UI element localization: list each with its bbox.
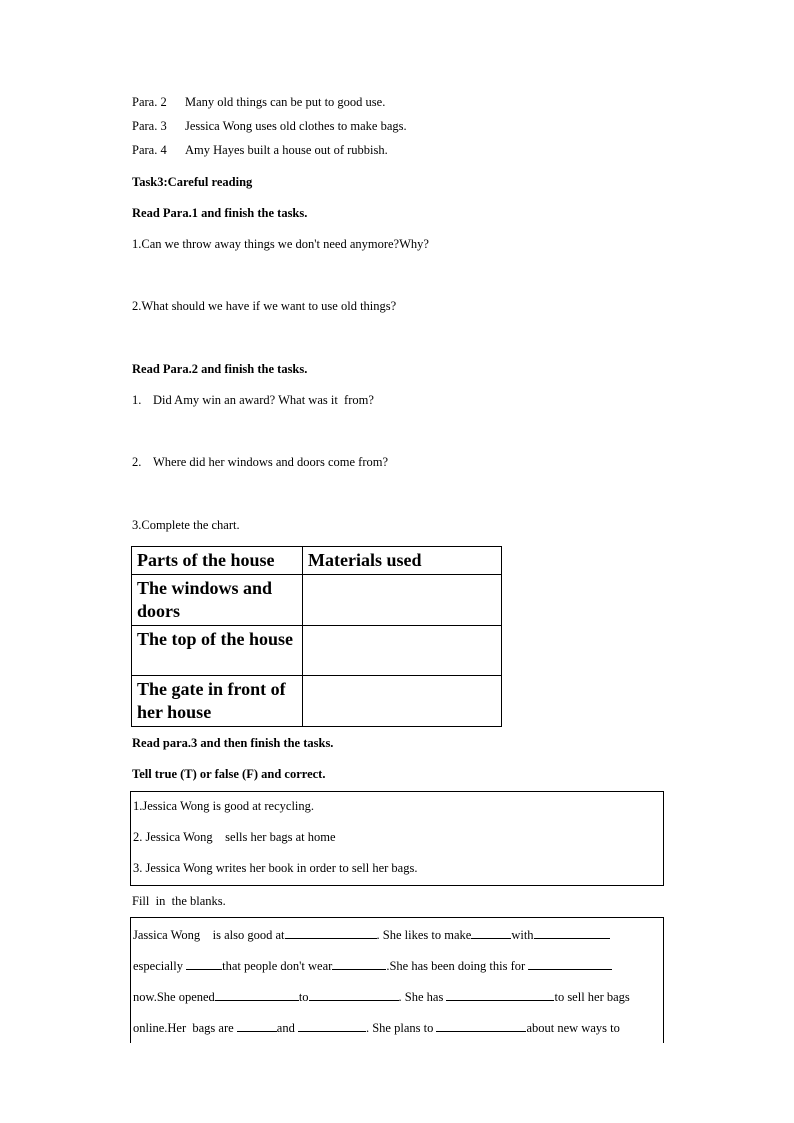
question-number: 1. [132,393,142,407]
para2-question-2 [132,455,388,470]
blank[interactable] [436,1019,526,1032]
blank[interactable] [446,988,554,1001]
fill-text: . She has [398,990,447,1004]
fill-heading: Fill in the blanks. [132,894,226,908]
fill-text: .She has been doing this for [386,959,529,973]
chart-material-cell[interactable] [303,626,502,676]
para2-heading: Read Para.2 and finish the tasks. [132,362,308,376]
chart-material-cell[interactable] [303,676,502,727]
chart-part-cell: The gate in front of her house [132,676,303,727]
fill-line [133,988,630,1005]
tf-item: 1.Jessica Wong is good at recycling. [133,799,315,813]
question-text: Did Amy win an award? What was it from? [153,393,374,407]
fill-line [133,957,612,974]
fill-text: especially [133,959,187,973]
true-false-heading: Tell true (T) or false (F) and correct. [132,767,326,781]
chart-row [132,676,502,727]
para1-question-1: 1.Can we throw away things we don't need anymore?Why? [132,237,429,251]
fill-line [133,926,610,943]
true-false-box [130,791,664,886]
fill-text: . She likes to make [376,928,472,942]
blank[interactable] [285,926,377,939]
chart-header-row [132,547,502,575]
tf-item: 3. Jessica Wong writes her book in order to sell her bags. [133,861,418,875]
blank[interactable] [186,957,222,970]
para1-heading: Read Para.1 and finish the tasks. [132,206,308,220]
chart-material-cell[interactable] [303,575,502,626]
materials-chart [131,546,502,727]
fill-line [133,1019,620,1036]
blank[interactable] [528,957,612,970]
fill-text: with [511,928,534,942]
fill-text: Jassica Wong is also good at [133,928,285,942]
fill-text: and [276,1021,298,1035]
question-text: Where did her windows and doors come from? [153,455,388,469]
fill-blanks-box [130,917,664,1043]
summary-text: Many old things can be put to good use. [185,95,386,109]
summary-line [132,119,407,134]
blank[interactable] [215,988,299,1001]
para1-question-2: 2.What should we have if we want to use old things? [132,299,397,313]
chart-part-cell: The windows and doors [132,575,303,626]
para2-question-1 [132,393,374,408]
summary-line [132,143,388,158]
summary-text: Jessica Wong uses old clothes to make bags. [185,119,407,133]
chart-header-cell: Parts of the house [132,547,303,575]
blank[interactable] [298,1019,366,1032]
fill-text: online.Her bags are [133,1021,237,1035]
para-label: Para. 4 [132,143,167,157]
blank[interactable] [309,988,399,1001]
blank[interactable] [332,957,386,970]
blank[interactable] [471,926,511,939]
chart-row [132,626,502,676]
chart-header-cell: Materials used [303,547,502,575]
para3-heading: Read para.3 and then finish the tasks. [132,736,334,750]
fill-text: to sell her bags [554,990,630,1004]
task3-heading: Task3:Careful reading [132,175,253,189]
fill-text: that people don't wear [222,959,333,973]
tf-item: 2. Jessica Wong sells her bags at home [133,830,336,844]
summary-text: Amy Hayes built a house out of rubbish. [185,143,388,157]
para-label: Para. 2 [132,95,167,109]
question-number: 2. [132,455,142,469]
para-label: Para. 3 [132,119,167,133]
fill-text: . She plans to [365,1021,437,1035]
fill-text: to [298,990,309,1004]
blank[interactable] [534,926,610,939]
fill-text: now.She opened [133,990,215,1004]
chart-row [132,575,502,626]
summary-line [132,95,385,110]
para2-question-3: 3.Complete the chart. [132,518,240,532]
chart-part-cell: The top of the house [132,626,303,676]
blank[interactable] [237,1019,277,1032]
fill-text: about new ways to [526,1021,620,1035]
